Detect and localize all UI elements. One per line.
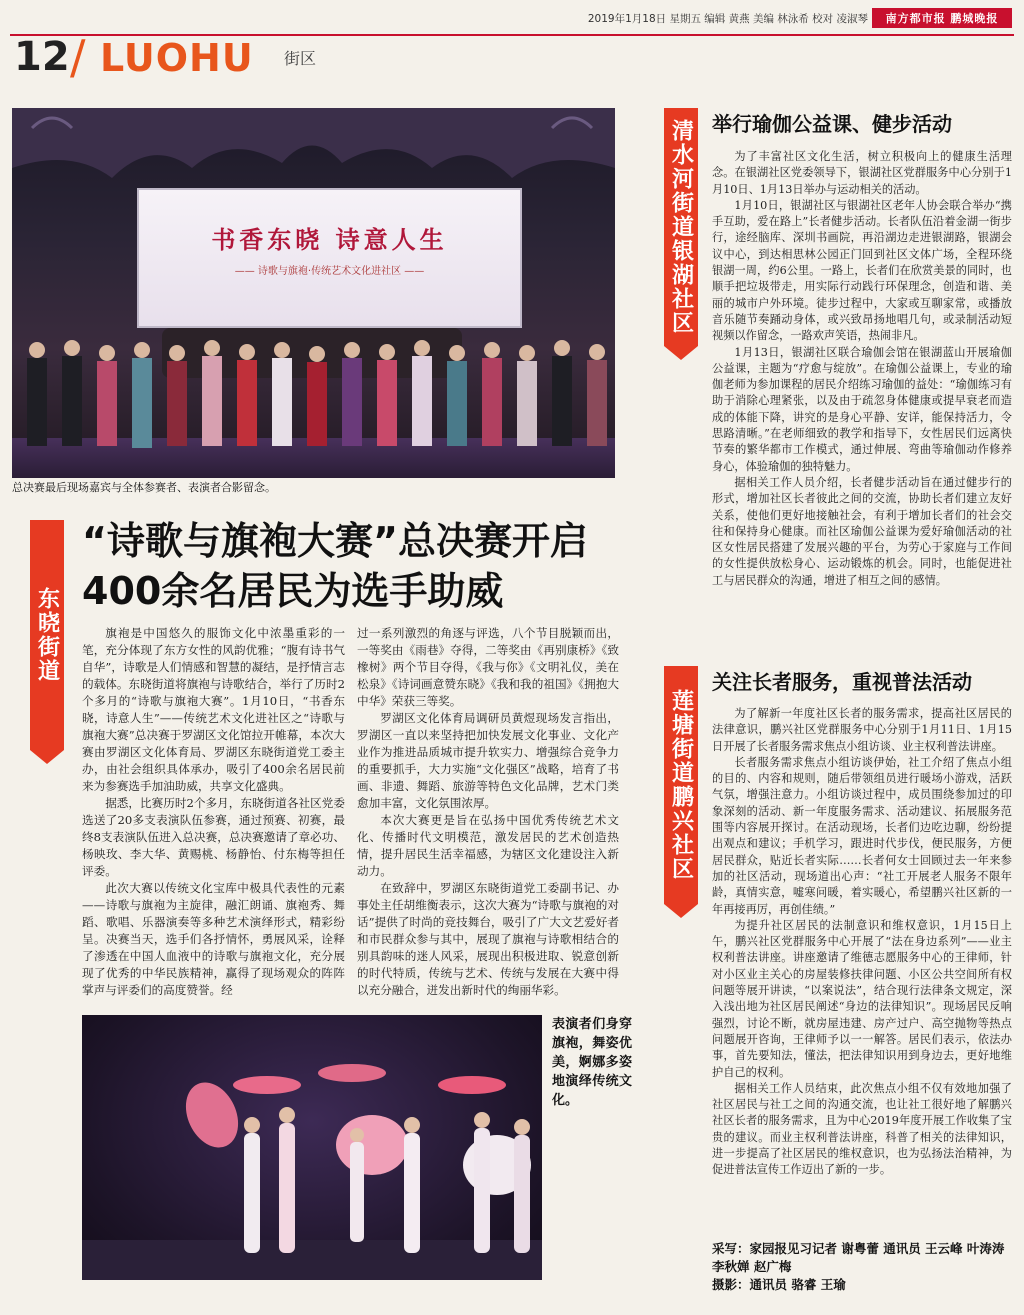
yinhu-headline: 举行瑜伽公益课、健步活动: [712, 112, 952, 136]
article-paragraph: 长者服务需求焦点小组访谈伊始，社工介绍了焦点小组的目的、内容和规则，随后带领组员进行暖场小游戏，活跃气氛，增强注意力。小组访谈过程中，成员围绕参加过的印象深刻的活动、新一年度服务需求、活动建议、拓展服务范围等内容展开探讨。在活动现场，长者们边吃边聊，纷纷提出观点和建议；手机学习，跟进时代步伐，便民服务，方便居民群众，贴近长者实际……长者何女士回顾过去一年来参加的社区活动，现场道出心声：“社工开展老人服务不限年龄，真情实意，嘘寒问暖，着实暖心，希望鹏兴社区新的一年再接再厉，再创佳绩。”: [712, 755, 1012, 916]
article-paragraph: 本次大赛更是旨在弘扬中国优秀传统艺术文化、传播时代文明模范，激发居民的艺术创造热情，提升居民生活幸福感，为辖区文化建设注入新动力。: [357, 813, 619, 878]
credits-writers: 采写：家园报见习记者 谢粤蕾 通讯员 王云峰 叶涛涛 李秋婵 赵广梅: [712, 1241, 1005, 1274]
screen-subtitle: —— 诗歌与旗袍·传统艺术文化进社区 ——: [234, 266, 425, 277]
article-paragraph: 过一系列激烈的角逐与评选，八个节目脱颖而出，一等奖由《雨巷》夺得，二等奖由《再别康桥》《致橡树》两个节目夺得，《我与你》《文明礼仪，美在松泉》《诗词画意赞东晓》《我和我的祖国》《拥抱大中华》荣获三等奖。: [357, 626, 619, 708]
performers-illustration: [82, 1015, 542, 1280]
screen-title: 书香东晓 诗意人生: [211, 225, 448, 254]
date-text: 2019年1月18日 星期五 编辑 黄燕 美编 林泳希 校对 凌淑琴: [587, 13, 868, 25]
label-qingshuihe: 清水河街道银湖社区: [664, 108, 698, 346]
group-photo-crowd: [12, 308, 615, 478]
headline-line2: 400余名居民为选手助威: [82, 569, 504, 613]
article-paragraph: 此次大赛以传统文化宝库中极具代表性的元素——诗歌与旗袍为主旋律，融汇朗诵、旗袍秀、舞蹈、歌唱、乐器演奏等多种艺术演绎形式，精彩纷呈。决赛当天，选手们各抒情怀，勇展风采，诠释了渗透在中国人血液中的诗歌与旗袍文化，充分展现了优秀的中华民族精神，赢得了现场观众的阵阵掌声与评委们的高度赞誉。经: [82, 881, 345, 997]
yinhu-article-body: [712, 149, 1012, 589]
stage-screen: [137, 188, 522, 328]
date-editor-line: [0, 8, 1024, 30]
main-photo: [12, 108, 615, 478]
article-paragraph: 为了丰富社区文化生活，树立积极向上的健康生活理念。在银湖社区党委领导下，银湖社区党群服务中心分别于1月10日、1月13日举办与运动相关的活动。: [712, 150, 1012, 196]
masthead-slash: /: [70, 30, 86, 84]
paper-logo: 南方都市报 鹏城晚报: [872, 8, 1012, 28]
credits: [712, 1240, 1012, 1294]
article-paragraph: 旗袍是中国悠久的服饰文化中浓墨重彩的一笔，充分体现了东方女性的风韵优雅；“腹有诗书气自华”，诗歌是人们情感和智慧的凝结，是抒情言志的载体。东晓街道将旗袍与诗歌结合，举行了历时2个多月的“诗歌与旗袍大赛”。1月10日，“书香东晓，诗意人生”——传统艺术文化进社区之“诗歌与旗袍大赛”总决赛于罗湖区文化馆拉开帷幕，本次大赛由罗湖区文化体育局、罗湖区东晓街道党工委主办，由社会组织具体承办，吸引了400余名居民前来为参赛选手加油助威，共享文化盛典。: [82, 626, 345, 793]
article-paragraph: 据相关工作人员介绍，长者健步活动旨在通过健步行的形式，增加社区长者彼此之间的交流，协助长者们建立友好关系，使他们更好地接触社会，有利于增加长者们的社会交往和保持身心健康。而社区瑜伽公益课为爱好瑜伽活动的社区女性居民搭建了发展兴趣的平台，为劳心于家庭与工作间的女性提供放松身心、运动锻炼的机会。同时，也能促进社工与居民群众的沟通，增进了相互之间的感情。: [712, 475, 1012, 587]
article-column-2: [357, 625, 619, 999]
label-dongxiao: 东晓街道: [30, 520, 64, 750]
article-paragraph: 罗湖区文化体育局调研员黄煜现场发言指出，罗湖区一直以来坚持把加快发展文化事业、文化产业作为推进品质城市提升软实力、增强综合竞争力的重要抓手，大力实施“文化强区”战略，培育了书画、非遗、舞蹈、旅游等特色文化品牌，艺术门类愈加丰富，文化氛围浓厚。: [357, 711, 619, 810]
section-subtitle: 街区: [284, 49, 317, 68]
article-paragraph: 据相关工作人员结束，此次焦点小组不仅有效地加强了社区居民与社工之间的沟通交流，也让社工很好地了解鹏兴社区长者的服务需求，且为中心2019年度开展工作收集了宝贵的建议。而业主权利普法讲座，科普了相关的法律知识，进一步提高了社区居民的维权意识，也为弘扬法治精神，为促进普法宣传工作迈出了新的一步。: [712, 1081, 1012, 1177]
page-number: 12: [14, 34, 70, 80]
qipao-performance-photo: [82, 1015, 542, 1280]
article-paragraph: 在致辞中，罗湖区东晓街道党工委副书记、办事处主任胡维衡表示，这次大赛为“诗歌与旗袍的对话”提供了时尚的竞技舞台，吸引了广大文艺爱好者和市民群众参与其中，展现了旗袍与诗歌相结合的别具韵味的迷人风采，展现出积极进取、锐意创新的时代特质，传统与艺术、传统与发展在大赛中得以充分融合，迸发出新时代的绚丽华彩。: [357, 881, 619, 997]
headline-line1: “诗歌与旗袍大赛”总决赛开启: [82, 519, 588, 563]
article-paragraph: 1月10日，银湖社区与银湖社区老年人协会联合举办“携手互助，爱在路上”长者健步活动。长者队伍沿着金湖一街步行，途经脑库、深圳书画院，再沿湖边走进银湖路，银湖会议中心，到达相思林公园正门回到社区文体广场，全程环绕银湖一周，约6公里。一路上，长者们在欣赏美景的同时，也顺手把垃圾带走，用实际行动践行环保理念，创造和谐、美丽的城市户外环境。徒步过程中，大家或互聊家常，或播放音乐随节奏踊动身体，或兴致昂扬地唱几句，或录制活动短视频以作留念，一路欢声笑语，热闹非凡。: [712, 198, 1012, 343]
article-column-1: [82, 625, 345, 999]
article-paragraph: 据悉，比赛历时2个多月，东晓街道各社区党委选送了20多支表演队伍参赛，通过预赛、初赛，最终8支表演队伍进入总决赛，总决赛邀请了章必功、杨映玫、李大华、黄赐桃、杨静怡、付东梅等担任评委。: [82, 796, 345, 878]
qipao-photo-caption: 表演者们身穿旗袍，舞姿优美，婀娜多姿地演绎传统文化。: [552, 1017, 632, 1108]
article-paragraph: 为了解新一年度社区长者的服务需求，提高社区居民的法律意识，鹏兴社区党群服务中心分别于1月11日、1月15日开展了长者服务需求焦点小组访谈、业主权利普法讲座。: [712, 707, 1012, 753]
credits-photographers: 摄影：通讯员 骆睿 王瑜: [712, 1277, 846, 1292]
label-liantang: 莲塘街道鹏兴社区: [664, 666, 698, 904]
pengxing-headline: 关注长者服务，重视普法活动: [712, 670, 972, 694]
main-photo-caption: 总决赛最后现场嘉宾与全体参赛者、表演者合影留念。: [12, 481, 276, 494]
section-title: LUOHU: [100, 36, 254, 80]
article-paragraph: 为提升社区居民的法制意识和维权意识，1月15日上午，鹏兴社区党群服务中心开展了“法在身边系列”——业主权利普法讲座。讲座邀请了维德志愿服务中心的王律师，针对小区业主关心的房屋装修扶律问题、小区公共空间所有权问题等展开讲读，“以案说法”，结合现行法律条文规定，深入浅出地为社区居民阐述“身边的法律知识”。现场居民反响强烈，讨论不断，就房屋违建、房产过户、高空抛物等热点问题展开咨询，王律师予以一一解答。居民们表示，依法办事，首先要知法，懂法，把法律知识用到身边去，更好地维护自己的权利。: [712, 918, 1012, 1079]
pengxing-article-body: [712, 706, 1012, 1179]
article-paragraph: 1月13日，银湖社区联合瑜伽会馆在银湖蓝山开展瑜伽公益课，主题为“疗愈与绽放”。在瑜伽公益课上，专业的瑜伽老师为参加课程的居民介绍练习瑜伽的益处：“瑜伽练习有助于消除心理紧张，以及由于疏忽身体健康或提早衰老而造成的体能下降，讲究的是身心平静、安详，能保持活力，令思路清晰。”在老师细致的教学和指导下，女性居民们远离快节奏的繁华都市工作模式，通过伸展、弯曲等瑜伽动作修养身心，体验瑜伽的独特魅力。: [712, 345, 1012, 473]
